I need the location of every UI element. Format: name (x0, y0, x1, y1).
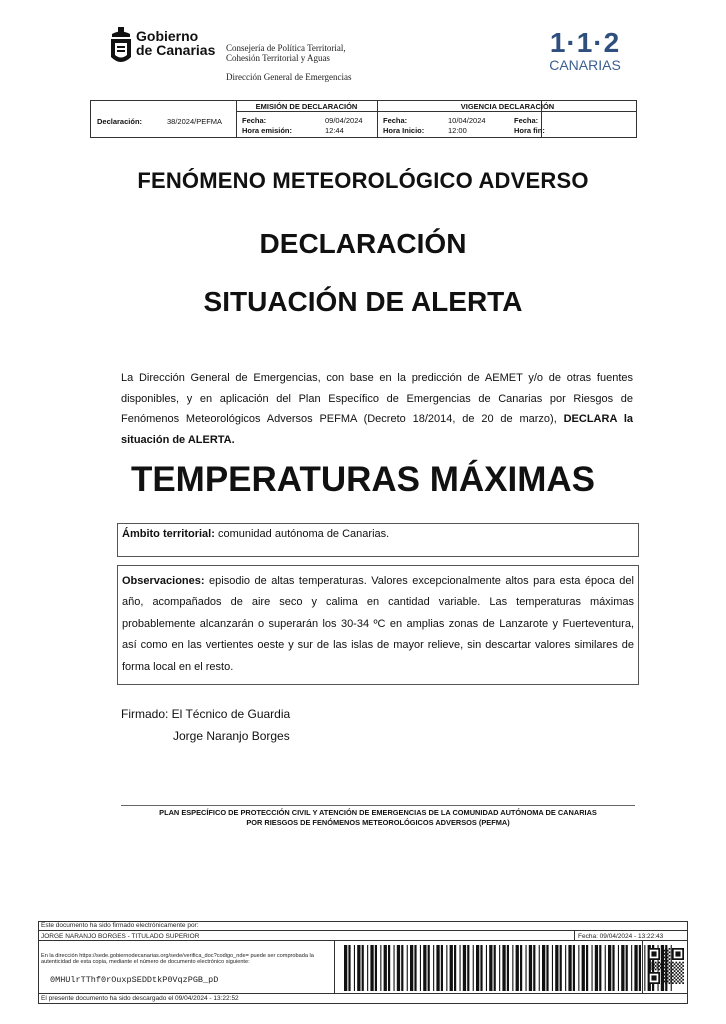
electronic-signature-box (38, 921, 688, 1004)
plan-footer (121, 808, 635, 827)
descargado: El presente documento ha sido descargado el 09/04/2024 - 13:22:52 (41, 995, 239, 1002)
verify-code: 0MHUlrTThf0rOuxpSEDDtkP0VqzPGB_pD (50, 975, 219, 985)
vigencia-fecha: 10/04/2024 (448, 116, 486, 125)
gobierno-line1: Gobierno (136, 28, 199, 44)
firmado: Firmado: El Técnico de Guardia (121, 707, 291, 721)
barcode-icon (344, 945, 674, 991)
divider (121, 805, 635, 806)
fin-fecha-label: Fecha: (514, 116, 539, 125)
firmado-elec: Este documento ha sido firmado electrónicamente por: (41, 922, 199, 929)
declaracion-label: Declaración: (97, 117, 143, 126)
title-fenomeno: FENÓMENO METEOROLÓGICO ADVERSO (137, 168, 589, 193)
ambito-box (117, 523, 639, 557)
title-temperaturas: TEMPERATURAS MÁXIMAS (130, 460, 596, 499)
vigencia-hora: 12:00 (448, 126, 467, 135)
emision-hora: 12:44 (325, 126, 344, 135)
direccion-general: Dirección General de Emergencias (226, 72, 352, 82)
qr-code-icon (648, 948, 684, 984)
observaciones-label: Observaciones: (122, 575, 205, 587)
vigencia-header: VIGENCIA DECLARACIÓN (460, 102, 555, 111)
fin-hora-label: Hora fin: (514, 126, 545, 135)
logo-112-number: 1·1·2 (549, 27, 621, 58)
plan-line2: POR RIESGOS DE FENÓMENOS METEOROLÓGICOS ADVERSOS (PEFMA) (246, 817, 510, 827)
logo-112 (545, 28, 625, 72)
vigencia-fecha-label: Fecha: (383, 116, 408, 125)
gobierno-canarias-shield-icon (108, 27, 134, 69)
verify-text: En la dirección https://sede.gobiernodecanarias.org/sede/verifica_doc?codigo_nde= puede ser comprobada la autenticidad de esta copia, mediante el número de documento electrónico siguiente: (41, 953, 314, 966)
declaration-table (90, 100, 637, 138)
gobierno-logo-text (136, 29, 215, 57)
consejeria-line2: Cohesión Territorial y Aguas (226, 53, 330, 63)
logo-112-text: CANARIAS (549, 57, 621, 73)
ambito-label: Ámbito territorial: (122, 528, 215, 540)
intro-paragraph (121, 368, 633, 450)
firmante-name: Jorge Naranjo Borges (173, 729, 290, 743)
gobierno-line2: de Canarias (136, 42, 216, 58)
intro-bold: DECLARA la situación de ALERTA. (121, 413, 633, 446)
emision-fecha-label: Fecha: (242, 116, 267, 125)
footer-fecha: Fecha: 09/04/2024 - 13:22:43 (578, 933, 664, 940)
plan-line1: PLAN ESPECÍFICO DE PROTECCIÓN CIVIL Y ATENCIÓN DE EMERGENCIAS DE LA COMUNIDAD AUTÓNOMA DE CANARIAS (159, 808, 597, 817)
consejeria (226, 43, 346, 63)
declaracion-value: 38/2024/PEFMA (167, 117, 223, 126)
vigencia-hora-label: Hora Inicio: (383, 126, 425, 135)
title-declaracion: DECLARACIÓN (259, 228, 467, 259)
emision-hora-label: Hora emisión: (242, 126, 293, 135)
emision-header: EMISIÓN DE DECLARACIÓN (255, 102, 358, 111)
consejeria-line1: Consejería de Política Territorial, (226, 43, 346, 53)
observaciones-box (117, 565, 639, 685)
observaciones-value: episodio de altas temperaturas. Valores excepcionalmente altos para esta época del año, acompañados de aire seco y calima en cantidad variable. Las temperaturas máximas probablemente alcanzarán o superarán los 30-34 ºC en amplias zonas de Lanzarote y Fuerteventura, así como en las vertientes oeste y sur de las islas de mayor relieve, sin descartar valores similares de forma local en el resto. (122, 575, 634, 673)
ambito-value: comunidad autónoma de Canarias. (214, 528, 390, 540)
emision-fecha: 09/04/2024 (325, 116, 363, 125)
title-situacion: SITUACIÓN DE ALERTA (203, 286, 523, 317)
footer-firmante: JORGE NARANJO BORGES - TITULADO SUPERIOR (41, 933, 200, 940)
intro-text: La Dirección General de Emergencias, con base en la predicción de AEMET y/o de otras fuentes disponibles, y en aplicación del Plan Específico de Emergencias de Canarias por Riesgos de Fenómenos Meteorológicos Adversos PEFMA (Decreto 18/2014, de 20 de marzo), (121, 372, 633, 425)
